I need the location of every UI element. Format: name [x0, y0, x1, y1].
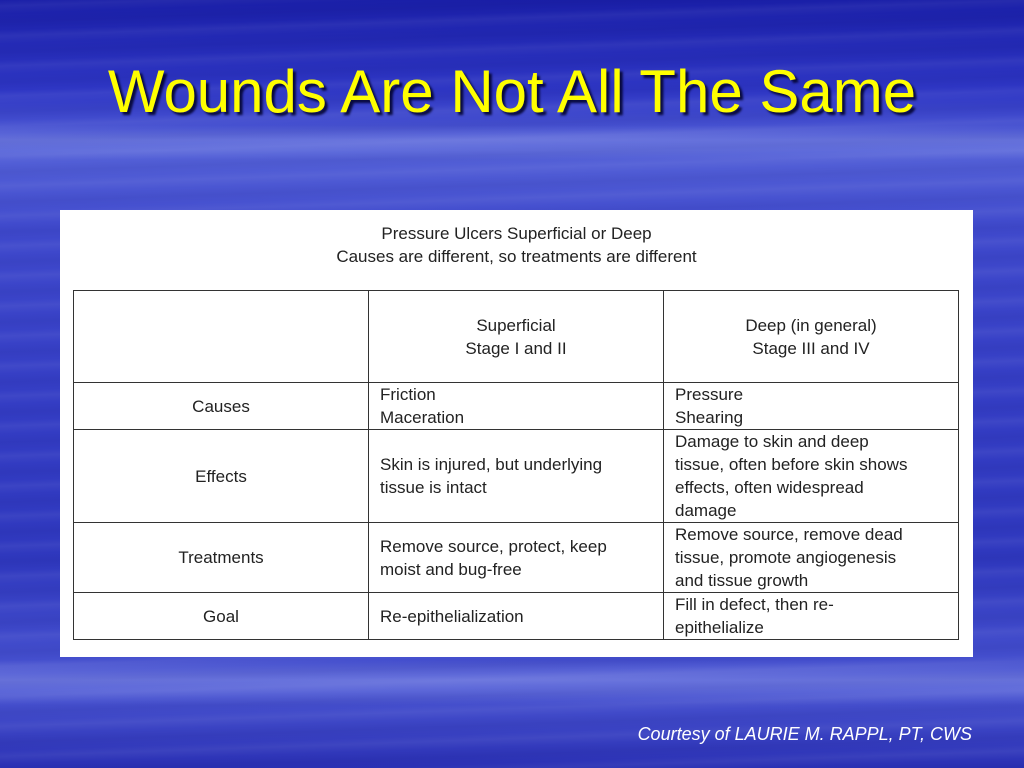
row-label-goal: Goal: [74, 593, 369, 640]
cell-text-line: Remove source, remove dead: [675, 525, 903, 544]
cell-text-line: Shearing: [675, 408, 744, 427]
wound-comparison-table: [73, 290, 959, 640]
header-superficial-line-2: Stage I and II: [465, 338, 567, 358]
cell-text-line: Damage to skin and deep: [675, 432, 869, 451]
table-header-row: [74, 291, 959, 383]
cell-goal-superficial: [369, 593, 664, 640]
table-row-goal: [74, 593, 959, 640]
table-row-effects: [74, 430, 959, 523]
caption-line-1: Pressure Ulcers Superficial or Deep: [381, 224, 652, 243]
header-cell-blank: [74, 291, 369, 383]
cell-text-line: Remove source, protect, keep: [380, 536, 607, 556]
table-row-causes: [74, 383, 959, 430]
table-caption: [60, 222, 973, 268]
cell-text-line: moist and bug-free: [380, 559, 522, 579]
row-label-causes: Causes: [74, 383, 369, 430]
header-deep-line-1: Deep (in general): [745, 315, 877, 335]
cell-text-line: tissue, promote angiogenesis: [675, 548, 897, 567]
cell-text-line: effects, often widespread: [675, 478, 864, 497]
cell-text-line: Pressure: [675, 385, 744, 404]
slide-title: Wounds Are Not All The Same: [107, 58, 917, 125]
cell-treatments-superficial: [369, 523, 664, 593]
header-cell-superficial: [369, 291, 664, 383]
cell-treatments-deep: [664, 523, 959, 593]
cell-text-line: Maceration: [380, 408, 465, 427]
cell-goal-deep: [664, 593, 959, 640]
table-panel: [60, 210, 973, 657]
cell-text-line: Re-epithelialization: [380, 606, 524, 626]
cell-text-line: epithelialize: [675, 618, 764, 637]
cell-text-line: damage: [675, 501, 737, 520]
cell-effects-deep: [664, 430, 959, 523]
cell-text-line: Skin is injured, but underlying: [380, 455, 603, 474]
header-deep-line-2: Stage III and IV: [752, 338, 870, 358]
table-row-treatments: [74, 523, 959, 593]
cell-effects-superficial: [369, 430, 664, 523]
cell-text-line: tissue is intact: [380, 478, 487, 497]
header-cell-deep: [664, 291, 959, 383]
caption-line-2: Causes are different, so treatments are different: [336, 247, 697, 266]
row-label-effects: Effects: [74, 430, 369, 523]
header-superficial-line-1: Superficial: [476, 315, 556, 335]
slide-credit: Courtesy of LAURIE M. RAPPL, PT, CWS: [637, 724, 972, 744]
cell-text-line: Friction: [380, 385, 436, 404]
cell-text-line: and tissue growth: [675, 571, 809, 590]
cell-causes-deep: [664, 383, 959, 430]
cell-causes-superficial: [369, 383, 664, 430]
cell-text-line: tissue, often before skin shows: [675, 455, 908, 474]
row-label-treatments: Treatments: [74, 523, 369, 593]
cell-text-line: Fill in defect, then re-: [675, 595, 834, 614]
